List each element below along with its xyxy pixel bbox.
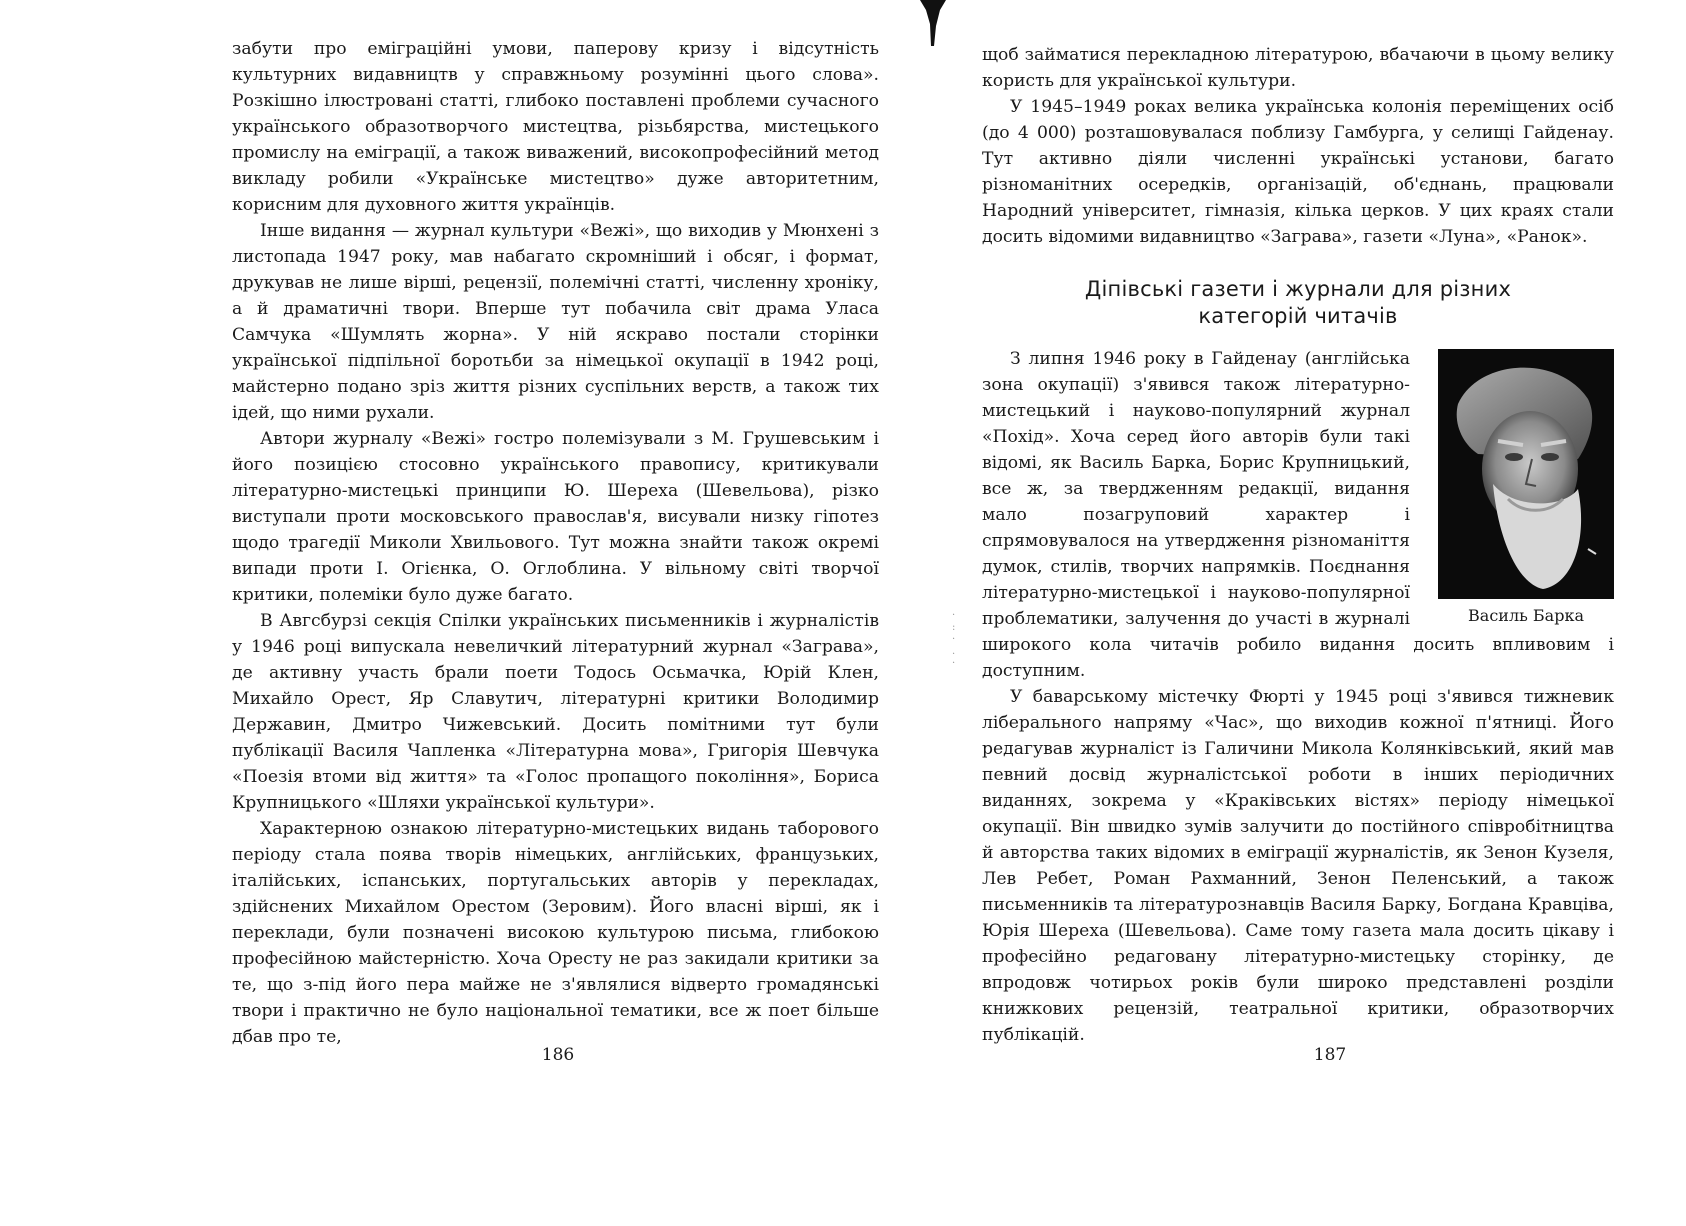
left-paragraph-3: Автори журналу «Вежі» гостро полемізували з М. Грушевським і його позицією стосовно українського правопису, критикували літературно-мистецькі принципи Ю. Шереха (Шевельова), різко виступали проти московського православ'я, висували низку гіпотез щодо трагедії Миколи Хвильового. Тут можна знайти також окремі випади проти І. Огієнка, О. Оглоблина. У вільному світі творчої критики, полеміки було дуже багато. [232, 429, 879, 605]
left-paragraph-2: Інше видання — журнал культури «Вежі», що виходив у Мюнхені з листопада 1947 року, мав набагато скромніший і обсяг, і формат, друкував не лише вірші, рецензії, полемічні статті, численну хроніку, а й драматичні твори. Вперше тут побачила світ драма Уласа Самчука «Шумлять жорна». У ній яскраво постали сторінки української підпільної боротьби за німецької окупації в 1942 році, майстерно подано зріз життя різних суспільних верств, а також тих ідей, що ними рухали. [232, 221, 879, 423]
right-page-number: 187 [1313, 1045, 1347, 1065]
left-page-number: 186 [541, 1045, 575, 1065]
right-paragraph-1: щоб займатися перекладною літературою, вбачаючи в цьому велику користь для української культури. [982, 45, 1614, 91]
section-heading-line-1: Діпівські газети і журнали для різних [1084, 277, 1512, 301]
right-page [880, 0, 1686, 1226]
right-paragraph-3: З липня 1946 року в Гайденау (англійська зона окупації) з'явився також літературно-мистецький і науково-популярний журнал «Похід». Хоча серед його авторів були такі відомі, як Василь Барка, Борис Крупницький, все ж, за твердженням редакції, видання мало позагруповий характер і спрямовувалося на утвердження різноманіття думок, стилів, творчих напрямків. Поєднання літературно-мистецької і науково-популярної проблематики, залучення до участі в журналі широкого кола читачів робило видання досить впливовим і доступним. [982, 349, 1614, 681]
left-paragraph-1: забути про еміграційні умови, паперову кризу і відсутність культурних видавництв у справжньому розумінні цього слова». Розкішно ілюстровані статті, глибоко поставлені проблеми сучасного українського образотворчого мистецтва, різьбярства, мистецького промислу на еміграції, а також виважений, високопрофесійний метод викладу робили «Українське мистецтво» дуже авторитетним, корисним для духовного життя українців. [232, 39, 879, 215]
portrait-figure [1424, 349, 1614, 627]
gutter-speckle: · : · . · [952, 610, 956, 669]
right-paragraph-2: У 1945–1949 роках велика українська колонія переміщених осіб (до 4 000) розташовувалася поблизу Гамбурга, у селищі Гайденау. Тут активно діяли численні українські установи, багато різноманітних осередків, організацій, об'єднань, працювали Народний університет, гімназія, кілька церков. У цих краях стали досить відомими видавництво «Заграва», газети «Луна», «Ранок». [982, 97, 1614, 247]
left-paragraph-5: Характерною ознакою літературно-мистецьких видань таборового періоду стала поява творів німецьких, англійських, французьких, італійських, іспанських, португальських авторів у перекладах, здійснених Михайлом Орестом (Зеровим). Його власні вірші, як і переклади, були позначені високою культурою письма, глибокою професійною майстерністю. Хоча Оресту не раз закидали критики за те, що з-під його пера майже не з'являлися відверто громадянські твори і практично не було національної тематики, все ж поет більше дбав про те, [232, 819, 879, 1047]
portrait-caption: Василь Барка [1468, 606, 1584, 625]
left-page-text-column [232, 36, 879, 1050]
section-heading-line-2: категорій читачів [1198, 304, 1398, 328]
portrait-photo-icon [1438, 349, 1614, 599]
section-heading [982, 276, 1614, 330]
right-paragraph-4: У баварському містечку Фюрті у 1945 році з'явився тижневик ліберального напряму «Час», що виходив кожної п'ятниці. Його редагував журналіст із Галичини Микола Колянківський, який мав певний досвід журналістської роботи в інших періодичних виданнях, зокрема у «Краківських вістях» періоду німецької окупації. Він швидко зумів залучити до постійного співробітництва й авторства таких відомих в еміграції журналістів, як Зенон Кузеля, Лев Ребет, Роман Рахманний, Зенон Пеленський, а також письменників та літературознавців Василя Барку, Богдана Кравціва, Юрія Шереха (Шевельова). Саме тому газета мала досить цікаву і професійно редаговану літературно-мистецьку сторінку, де впродовж чотирьох років були широко представлені розділи книжкових рецензій, театральної критики, образотворчих публікацій. [982, 687, 1614, 1045]
left-paragraph-4: В Авгсбурзі секція Спілки українських письменників і журналістів у 1946 році випускала невеличкий літературний журнал «Заграва», де активну участь брали поети Тодось Осьмачка, Юрій Клен, Михайло Орест, Яр Славутич, літературні критики Володимир Державин, Дмитро Чижевський. Досить помітними тут були публікації Василя Чапленка «Літературна мова», Григорія Шевчука «Поезія втоми від життя» та «Голос пропащого покоління», Бориса Крупницького «Шляхи української культури». [232, 611, 879, 813]
right-page-text-column [982, 42, 1614, 1048]
